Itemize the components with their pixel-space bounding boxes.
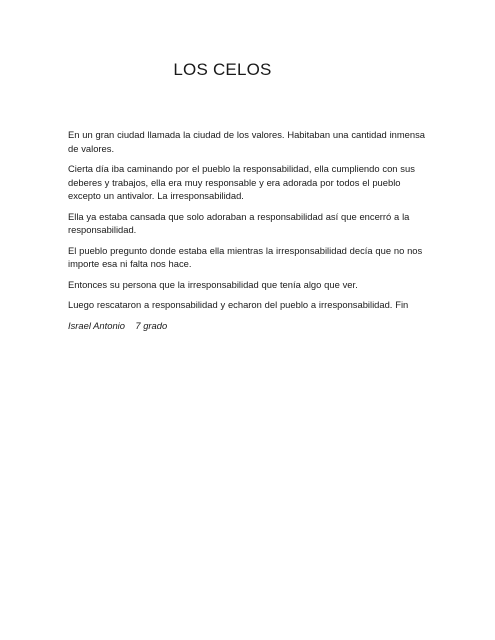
author-signature: Israel Antonio 7 grado — [68, 319, 168, 331]
paragraph-1: En un gran ciudad llamada la ciudad de los valores. Habitaban una cantidad inmensa de valores. — [68, 129, 426, 154]
paragraph-2: Cierta día iba caminando por el pueblo la responsabilidad, ella cumpliendo con sus deberes y trabajos, ella era muy responsable y era adorada por todos el pueblo excepto un antivalor. La irresponsabilidad. — [68, 163, 415, 201]
paragraph-4: El pueblo pregunto donde estaba ella mientras la irresponsabilidad decía que no nos importe esa ni falta nos hace. — [68, 244, 423, 269]
document-title: LOS CELOS — [173, 60, 272, 79]
document-body — [68, 128, 428, 332]
paragraph-6: Luego rescataron a responsabilidad y echaron del pueblo a irresponsabilidad. Fin — [68, 299, 409, 310]
paragraph-5: Entonces su persona que la irresponsabilidad que tenía algo que ver. — [68, 278, 358, 290]
paragraph-3: Ella ya estaba cansada que solo adoraban a responsabilidad así que encerró a la responsabilidad. — [68, 210, 410, 235]
